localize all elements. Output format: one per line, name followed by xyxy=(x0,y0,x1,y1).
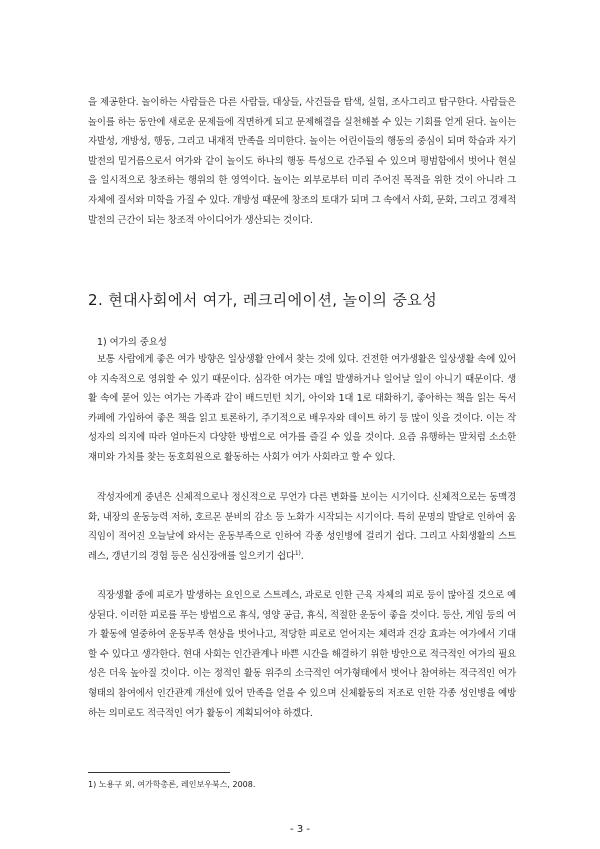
subsection-heading: 1) 여가의 중요성 xyxy=(97,337,167,348)
paragraph-leisure-daily-life: 보통 사람에게 좋은 여가 방향은 일상생활 안에서 찾는 것에 있다. 건전한 여가생활은 일상생활 속에 있어야 지속적으로 영위할 수 있기 때문이다. 심각한 여가는 매일 발생하거나 일어날 일이 아니기 때문이다. 생활 속에 묻어 있는 여가는 가족과 같이 배드민턴 치기, 아이와 1대 1로 대화하기, 좋아하는 책을 읽는 독서 카페에 가입하여 좋은 책을 읽고 토론하기, 주기적으로 배우자와 데이트 하기 등 많이 잇을 것이다. 이는 작성자의 의지에 따라 얼마든지 다양한 방법으로 여가를 즐길 수 있을 것이다. 요즘 유행하는 말처럼 소소한 재미와 가치를 찾는 동호회원으로 활동하는 사회가 여가 사회라고 할 수 있다. xyxy=(88,354,516,463)
paragraph-middle-age xyxy=(88,488,516,566)
paragraph-middle-age-end: . xyxy=(300,550,304,562)
intro-paragraph: 을 제공한다. 놀이하는 사람들은 다른 사람들, 대상들, 사건들을 탐색, 실험, 조사그리고 탐구한다. 사람들은 놀이를 하는 동안에 새로운 문제들에 직면하게 되고 문제해결을 실천해볼 수 있는 기회를 얻게 된다. 놀이는 자발성, 개방성, 행동, 그리고 내재적 만족을 의미한다. 놀이는 어린이들의 행동의 중심이 되며 학습과 자기발전의 밑거름으로서 여가와 같이 놀이도 하나의 행동 특성으로 간주될 수 있으며 평범함에서 벗어나 현실을 일시적으로 창조하는 행위의 한 영역이다. 놀이는 외부로부터 미리 주어진 목적을 위한 것이 아니라 그 자체에 질서와 미학을 가질 수 있다. 개방성 때문에 창조의 토대가 되며 그 속에서 사회, 문화, 그리고 경제적 발전의 근간이 되는 창조적 아이디어가 생산되는 것이다. xyxy=(88,97,516,226)
footnote: 1) 노용구 외, 여가학총론, 레인보우북스, 2008. xyxy=(88,780,256,789)
paragraph-work-fatigue: 직장생활 중에 피로가 발생하는 요인으로 스트레스, 과로로 인한 근육 자체의 피로 등이 많아질 것으로 예상된다. 이러한 피로를 푸는 방법으로 휴식, 영양 공급, 휴식, 적절한 운동이 좋을 것이다. 등산, 게임 등의 여가 활동에 열중하여 운동부족 현상을 벗어나고, 적당한 피로로 얻어지는 체력과 건강 효과는 여가에서 기대할 수 있다고 생각한다. 현대 사회는 인간관계나 바쁜 시간을 해결하기 위한 방안으로 적극적인 여가의 필요성은 더욱 높아질 것이다. 이는 정적인 활동 위주의 소극적인 여가형태에서 벗어나 참여하는 적극적인 여가형태의 참여에서 인간관계 개선에 있어 만족을 얻을 수 있으며 신체활동의 저조로 인한 각종 성인병을 예방하는 의미로도 적극적인 여가 활동이 계획되어야 하겠다. xyxy=(88,590,516,719)
paragraph-middle-age-text: 작성자에게 중년은 신체적으로나 정신적으로 무언가 다른 변화를 보이는 시기이다. 신체적으로는 동맥경화, 내장의 운동능력 저하, 호르몬 분비의 감소 등 노화가 시작되는 시기이다. 특히 문명의 발달로 인하여 움직임이 적어진 오늘날에 와서는 운동부족으로 인하여 각종 성인병에 걸리기 쉽다. 그리고 사회생활의 스트레스, 갱년기의 경험 등은 심신장애를 일으키기 쉽다 xyxy=(88,492,516,562)
page-number: - 3 - xyxy=(290,824,310,835)
footnote-reference: 1) xyxy=(294,549,301,557)
footnote-divider xyxy=(88,772,230,773)
section-heading: 2. 현대사회에서 여가, 레크리에이션, 놀이의 중요성 xyxy=(88,291,438,309)
